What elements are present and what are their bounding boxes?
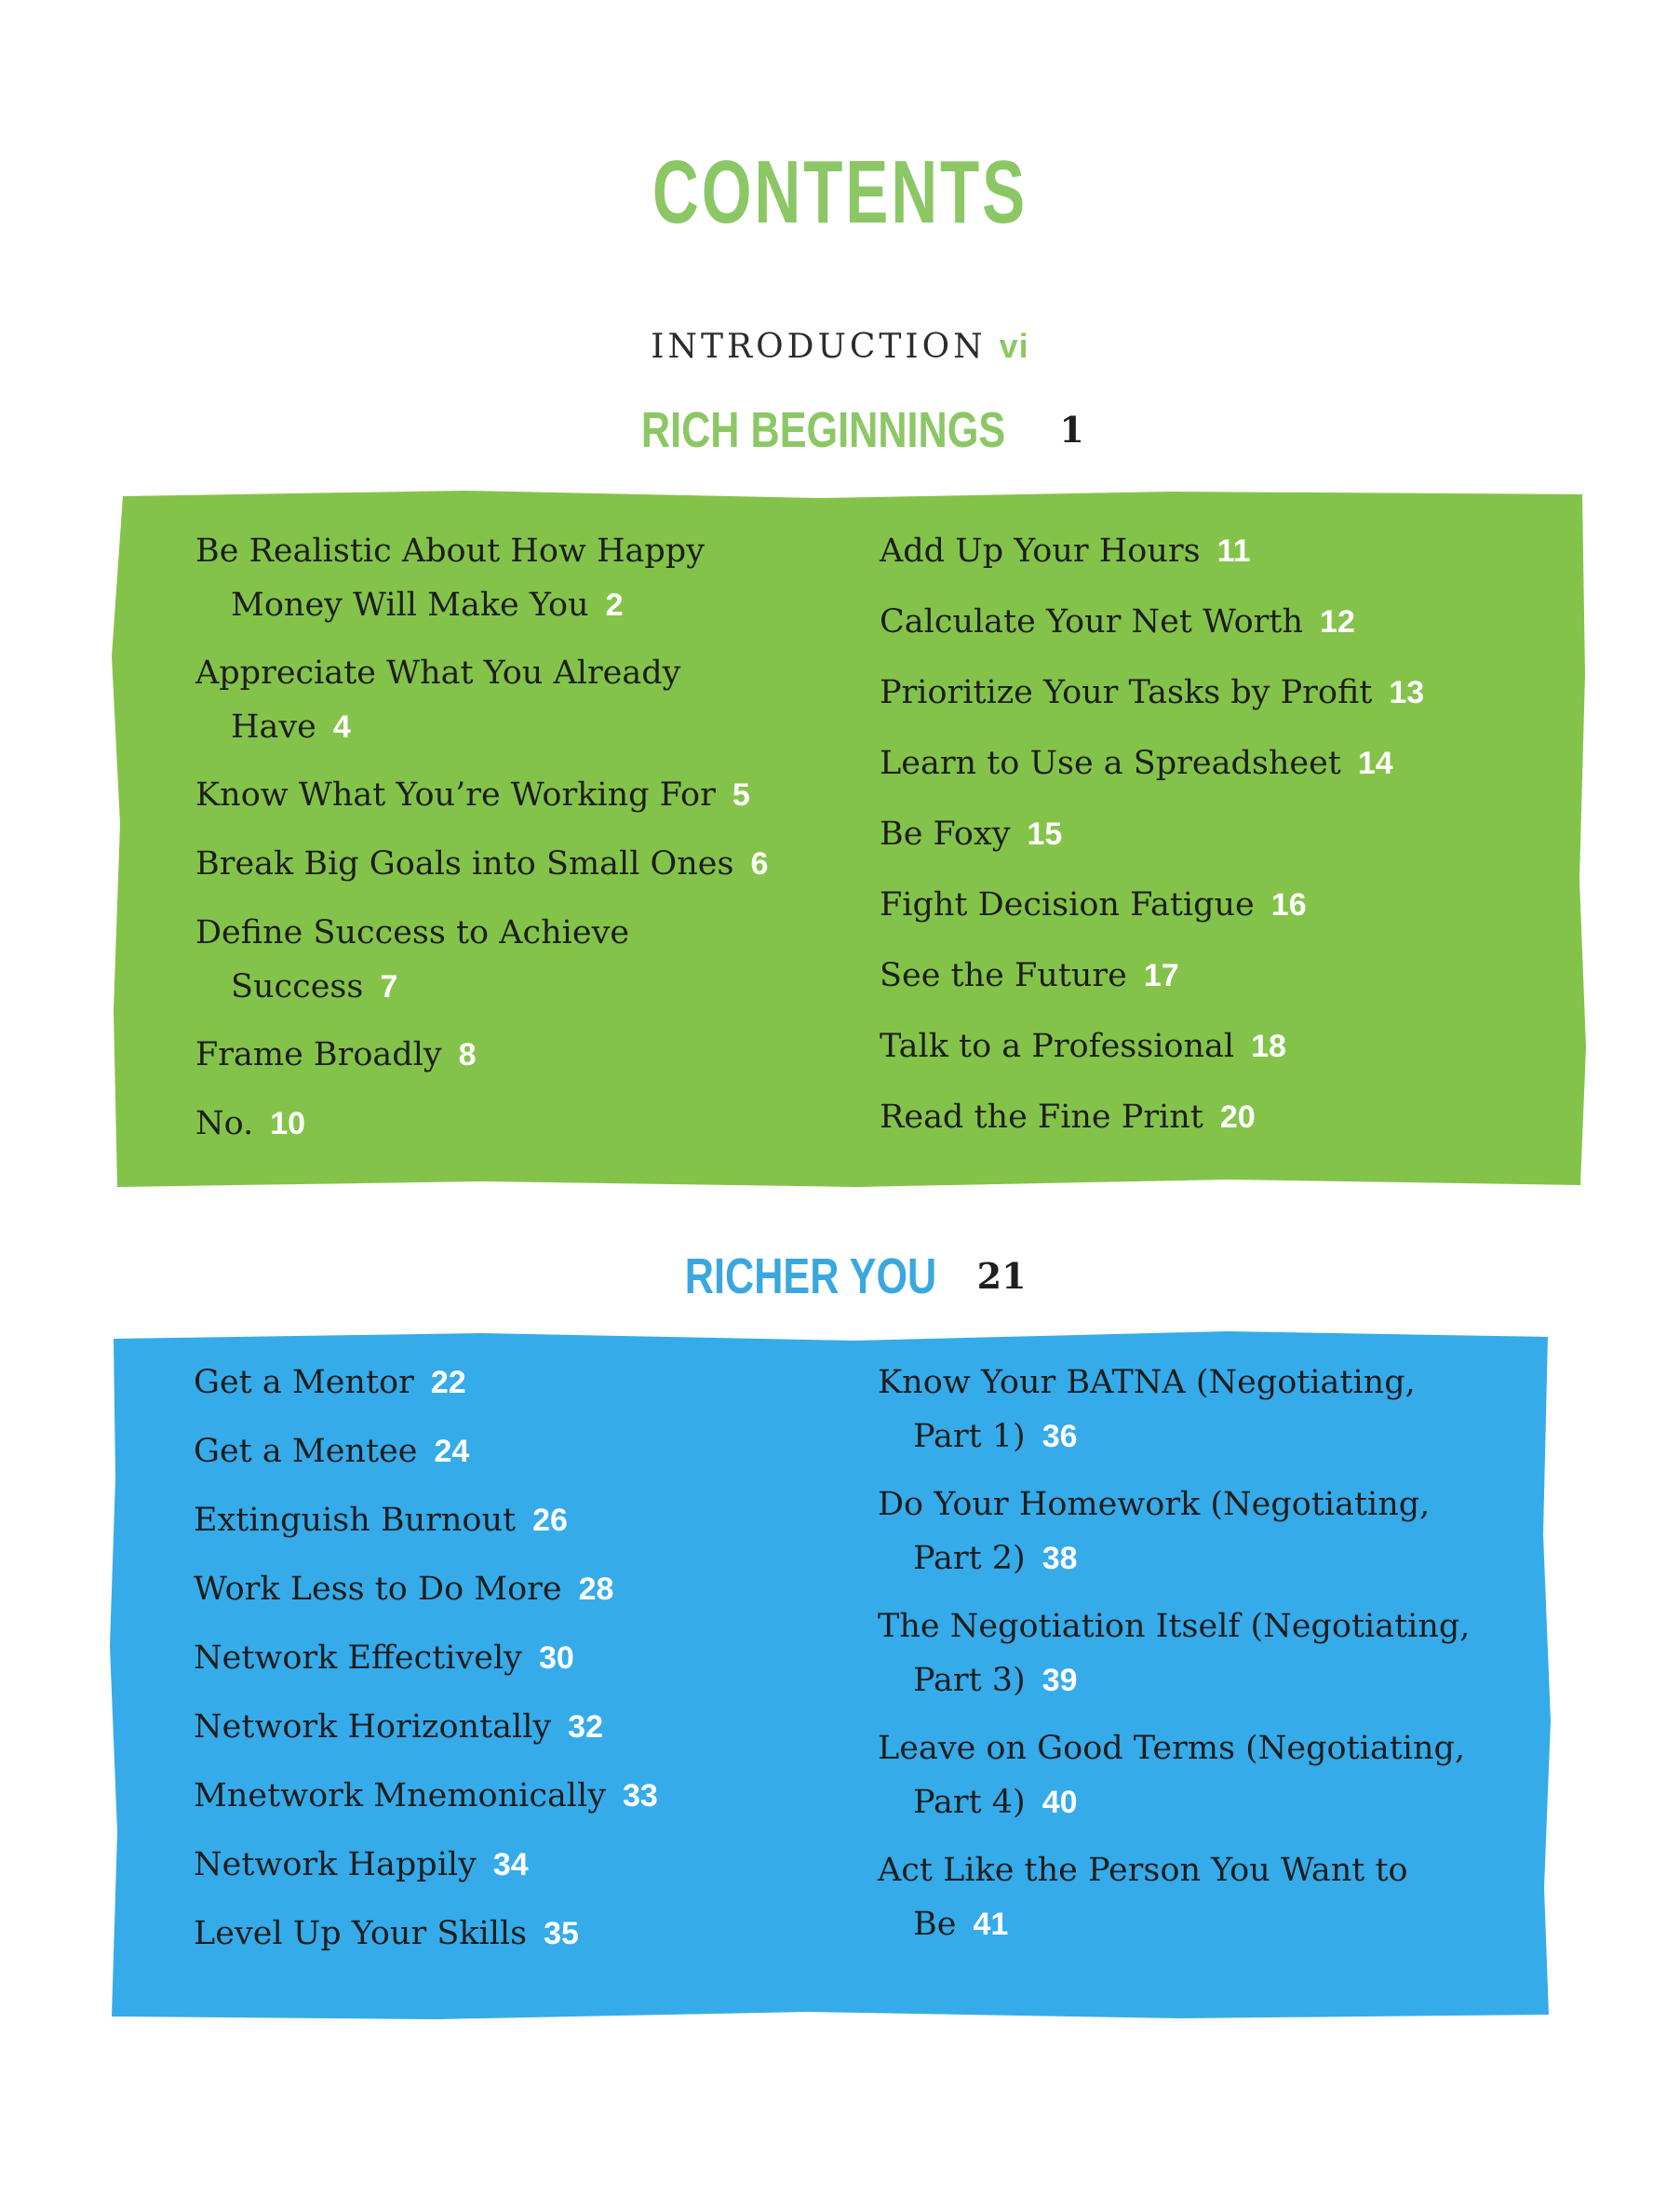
toc-entry[interactable]	[880, 878, 1550, 932]
toc-entry-title: Part 4) 40	[913, 1784, 1078, 1821]
toc-entry-title: Money Will Make You 2	[231, 587, 624, 624]
toc-entry[interactable]	[194, 1907, 864, 1961]
page-title: CONTENTS	[652, 142, 1028, 242]
section-name: RICH BEGINNINGS	[641, 401, 1006, 458]
toc-entry-page: 22	[430, 1365, 466, 1400]
toc-entry-page: 10	[270, 1106, 306, 1141]
section-band-richer-you	[110, 1329, 1552, 2020]
toc-entry-page: 11	[1216, 533, 1251, 569]
toc-entry-page: 26	[532, 1503, 568, 1538]
toc-entry[interactable]	[880, 666, 1550, 720]
toc-entry[interactable]	[195, 906, 866, 1014]
toc-entry-title: Appreciate What You Already	[195, 654, 681, 692]
toc-entry[interactable]	[878, 1721, 1548, 1829]
toc-entry-page: 38	[1042, 1541, 1078, 1576]
section-heading-rich-beginnings	[0, 400, 1680, 459]
toc-entry[interactable]	[878, 1477, 1548, 1585]
toc-entry-page: 13	[1389, 675, 1425, 710]
toc-entry[interactable]	[878, 1843, 1548, 1951]
toc-entry[interactable]	[880, 949, 1550, 1003]
toc-entry[interactable]	[194, 1769, 864, 1823]
toc-entry-title: Add Up Your Hours 11	[880, 533, 1251, 570]
toc-entry-title: Read the Fine Print 20	[880, 1099, 1256, 1136]
toc-entry-title: Leave on Good Terms (Negotiating,	[878, 1730, 1466, 1767]
toc-entry-title: Network Effectively 30	[194, 1639, 574, 1677]
toc-entry-title: Fight Decision Fatigue 16	[880, 886, 1307, 924]
toc-entry-page: 4	[332, 709, 351, 745]
toc-entry[interactable]	[195, 646, 866, 754]
toc-entry-title: Be Realistic About How Happy	[195, 533, 705, 570]
toc-entry[interactable]	[194, 1562, 864, 1616]
toc-entry-page: 33	[622, 1778, 658, 1814]
toc-entry-page: 34	[492, 1847, 529, 1882]
toc-entry-title: Have 4	[231, 708, 351, 746]
toc-entry[interactable]	[194, 1493, 864, 1547]
toc-entry[interactable]	[878, 1599, 1548, 1707]
toc-entry-title: Know Your BATNA (Negotiating,	[878, 1364, 1416, 1401]
toc-entry-page: 2	[605, 587, 624, 623]
toc-entry-page: 6	[750, 846, 769, 882]
toc-entry-page: 15	[1027, 816, 1063, 852]
toc-entry[interactable]	[195, 768, 866, 822]
toc-entry-title: Define Success to Achieve	[195, 914, 630, 951]
toc-entry-title: Learn to Use a Spreadsheet 14	[880, 745, 1393, 782]
toc-entry[interactable]	[880, 595, 1550, 649]
toc-entry-title: Get a Mentee 24	[194, 1433, 470, 1470]
toc-entry-page: 14	[1357, 746, 1393, 781]
introduction-entry	[0, 322, 1680, 371]
section-page: 1	[1059, 408, 1084, 451]
toc-entry[interactable]	[880, 736, 1550, 790]
toc-entry[interactable]	[194, 1424, 864, 1478]
toc-entry[interactable]	[195, 1028, 866, 1082]
toc-entry-title: Act Like the Person You Want to	[878, 1852, 1408, 1889]
toc-entry-title: Be Foxy 15	[880, 816, 1063, 853]
toc-entry-page: 41	[973, 1907, 1009, 1942]
toc-entry-title: Work Less to Do More 28	[194, 1571, 614, 1608]
toc-entry-page: 12	[1320, 604, 1355, 640]
toc-entry[interactable]	[880, 807, 1550, 861]
toc-entry-title: Be 41	[913, 1906, 1009, 1943]
toc-entry-title: See the Future 17	[880, 957, 1179, 994]
toc-entry-title: Part 1) 36	[913, 1418, 1078, 1455]
toc-entry-title: No. 10	[195, 1105, 306, 1142]
toc-entry-title: Part 2) 38	[913, 1540, 1078, 1577]
toc-entry[interactable]	[878, 1356, 1548, 1463]
toc-entry-title: Talk to a Professional 18	[880, 1028, 1286, 1065]
toc-entry[interactable]	[194, 1700, 864, 1754]
toc-entry-title: Network Horizontally 32	[194, 1708, 603, 1746]
toc-entry[interactable]	[194, 1838, 864, 1892]
toc-entry[interactable]	[880, 1090, 1550, 1144]
section-page: 21	[976, 1254, 1027, 1297]
toc-entry-title: Get a Mentor 22	[194, 1364, 466, 1401]
toc-entry-page: 7	[380, 969, 398, 1005]
toc-entry-page: 20	[1219, 1099, 1256, 1135]
toc-entry-title: Mnetwork Mnemonically 33	[194, 1777, 658, 1814]
toc-entry-page: 32	[568, 1709, 603, 1745]
toc-entry-title: Calculate Your Net Worth 12	[880, 603, 1355, 641]
section-heading-richer-you	[0, 1247, 1680, 1305]
toc-entry-page: 24	[434, 1434, 470, 1469]
toc-entry-title: Success 7	[231, 968, 398, 1005]
toc-entry-title: Break Big Goals into Small Ones 6	[195, 845, 769, 883]
toc-entry-title: Network Happily 34	[194, 1846, 529, 1883]
toc-entry-page: 16	[1270, 887, 1307, 923]
toc-entry[interactable]	[195, 837, 866, 891]
toc-entry-title: Part 3) 39	[913, 1662, 1078, 1699]
toc-entry[interactable]	[194, 1356, 864, 1409]
toc-entry-page: 18	[1251, 1029, 1286, 1064]
section-name: RICHER YOU	[685, 1248, 937, 1304]
toc-entry[interactable]	[194, 1631, 864, 1685]
toc-entry[interactable]	[880, 524, 1550, 578]
toc-entry-title: Know What You’re Working For 5	[195, 776, 750, 814]
toc-entry-page: 40	[1042, 1785, 1078, 1820]
toc-entry-page: 35	[544, 1916, 579, 1951]
toc-entry-title: Do Your Homework (Negotiating,	[878, 1486, 1431, 1523]
toc-entry-page: 17	[1143, 958, 1179, 993]
toc-entry-title: Prioritize Your Tasks by Profit 13	[880, 674, 1425, 711]
toc-entry-page: 28	[578, 1571, 614, 1607]
section-band-rich-beginnings	[112, 489, 1587, 1189]
toc-entry-page: 5	[732, 777, 750, 813]
introduction-label: INTRODUCTION	[651, 328, 987, 366]
toc-entry-title: Extinguish Burnout 26	[194, 1502, 568, 1539]
toc-entry-page: 30	[538, 1640, 574, 1676]
toc-entry-title: Frame Broadly 8	[195, 1036, 477, 1073]
toc-entry[interactable]	[195, 1097, 866, 1151]
toc-entry-page: 39	[1042, 1663, 1078, 1698]
toc-entry-title: Level Up Your Skills 35	[194, 1915, 579, 1952]
toc-entry[interactable]	[880, 1019, 1550, 1073]
toc-entry[interactable]	[195, 524, 866, 632]
toc-entry-page: 36	[1042, 1419, 1078, 1454]
toc-entry-title: The Negotiation Itself (Negotiating,	[878, 1608, 1471, 1645]
introduction-page: vi	[999, 327, 1029, 365]
toc-entry-page: 8	[458, 1037, 477, 1072]
